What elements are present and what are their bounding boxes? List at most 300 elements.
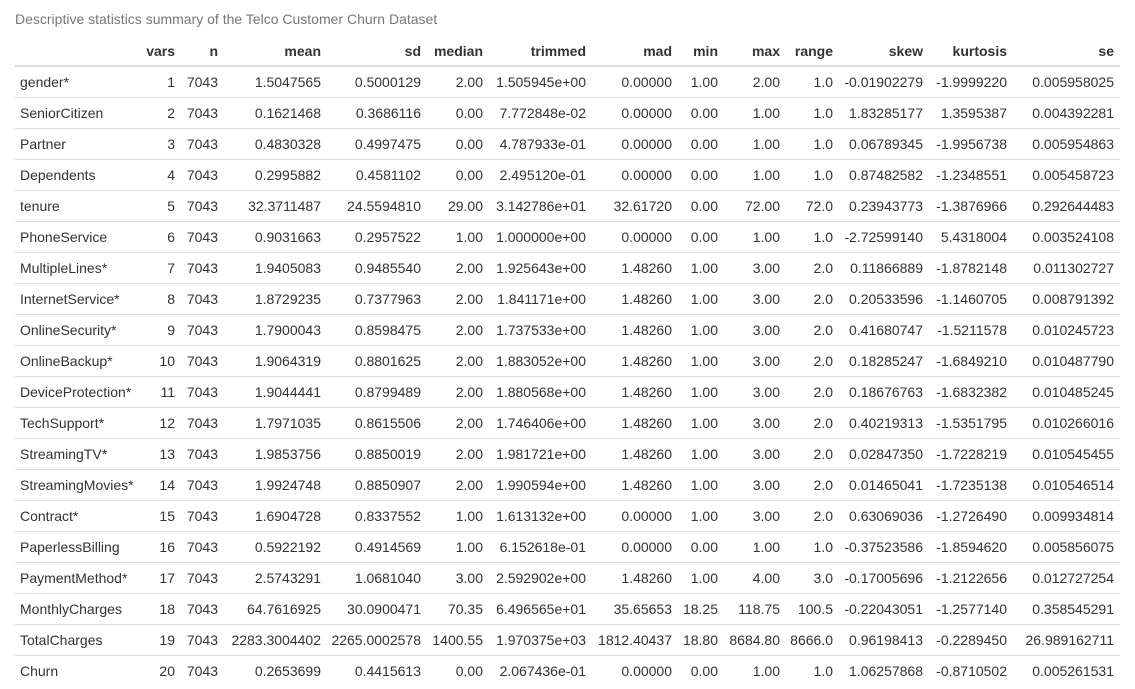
cell-range: 2.0 bbox=[780, 501, 833, 532]
cell-range: 1.0 bbox=[780, 129, 833, 160]
cell-n: 7043 bbox=[175, 408, 218, 439]
cell-se: 0.005458723 bbox=[1007, 160, 1120, 191]
cell-min: 0.00 bbox=[672, 532, 718, 563]
cell-trimmed: 2.495120e-01 bbox=[483, 160, 586, 191]
cell-skew: 0.87482582 bbox=[833, 160, 923, 191]
cell-kurtosis: 5.4318004 bbox=[923, 222, 1007, 253]
cell-max: 1.00 bbox=[718, 532, 780, 563]
cell-se: 0.011302727 bbox=[1007, 253, 1120, 284]
cell-sd: 30.0900471 bbox=[321, 594, 421, 625]
cell-se: 0.012727254 bbox=[1007, 563, 1120, 594]
cell-mad: 0.00000 bbox=[586, 532, 672, 563]
cell-vars: 14 bbox=[133, 470, 175, 501]
cell-kurtosis: -1.5211578 bbox=[923, 315, 1007, 346]
cell-kurtosis: -1.7228219 bbox=[923, 439, 1007, 470]
cell-max: 3.00 bbox=[718, 408, 780, 439]
cell-median: 29.00 bbox=[421, 191, 483, 222]
cell-max: 3.00 bbox=[718, 253, 780, 284]
cell-se: 0.004392281 bbox=[1007, 98, 1120, 129]
row-label: PaymentMethod* bbox=[15, 563, 133, 594]
table-row bbox=[15, 129, 1120, 160]
cell-n: 7043 bbox=[175, 222, 218, 253]
cell-sd: 0.8615506 bbox=[321, 408, 421, 439]
cell-min: 1.00 bbox=[672, 439, 718, 470]
cell-kurtosis: -1.6849210 bbox=[923, 346, 1007, 377]
cell-mean: 1.6904728 bbox=[218, 501, 321, 532]
row-label: TotalCharges bbox=[15, 625, 133, 656]
cell-skew: 0.02847350 bbox=[833, 439, 923, 470]
cell-mean: 1.9044441 bbox=[218, 377, 321, 408]
table-row bbox=[15, 532, 1120, 563]
cell-sd: 0.4415613 bbox=[321, 656, 421, 687]
cell-mean: 1.9924748 bbox=[218, 470, 321, 501]
cell-skew: -0.22043051 bbox=[833, 594, 923, 625]
cell-trimmed: 1.000000e+00 bbox=[483, 222, 586, 253]
cell-mad: 1.48260 bbox=[586, 346, 672, 377]
cell-kurtosis: -1.1460705 bbox=[923, 284, 1007, 315]
cell-max: 4.00 bbox=[718, 563, 780, 594]
cell-min: 1.00 bbox=[672, 284, 718, 315]
cell-median: 2.00 bbox=[421, 284, 483, 315]
cell-trimmed: 1.505945e+00 bbox=[496, 74, 586, 90]
cell-trimmed: 2.067436e-01 bbox=[483, 656, 586, 687]
cell-mad: 1.48260 bbox=[586, 377, 672, 408]
cell-skew: 0.18676763 bbox=[833, 377, 923, 408]
cell-kurtosis: -1.2122656 bbox=[923, 563, 1007, 594]
row-label: gender* bbox=[20, 74, 70, 90]
cell-mean: 0.5922192 bbox=[218, 532, 321, 563]
cell-mean: 2.5743291 bbox=[218, 563, 321, 594]
cell-se: 0.010266016 bbox=[1007, 408, 1120, 439]
cell-range: 100.5 bbox=[780, 594, 833, 625]
cell-skew: 0.01465041 bbox=[833, 470, 923, 501]
cell-trimmed: 6.496565e+01 bbox=[483, 594, 586, 625]
cell-n: 7043 bbox=[175, 191, 218, 222]
cell-mean: 1.7971035 bbox=[218, 408, 321, 439]
cell-n: 7043 bbox=[175, 656, 218, 687]
cell-se: 0.010487790 bbox=[1007, 346, 1120, 377]
cell-median: 0.00 bbox=[421, 98, 483, 129]
cell-sd: 0.8850019 bbox=[321, 439, 421, 470]
cell-max: 3.00 bbox=[718, 315, 780, 346]
cell-n: 7043 bbox=[175, 594, 218, 625]
table-row bbox=[15, 222, 1120, 253]
table-body bbox=[15, 66, 1120, 686]
cell-skew: 1.06257868 bbox=[833, 656, 923, 687]
cell-min: 1.00 bbox=[672, 408, 718, 439]
cell-n: 7043 bbox=[175, 501, 218, 532]
row-label: PaperlessBilling bbox=[15, 532, 133, 563]
cell-median: 2.00 bbox=[421, 408, 483, 439]
cell-min: 1.00 bbox=[672, 315, 718, 346]
cell-max: 2.00 bbox=[752, 74, 780, 90]
cell-vars: 7 bbox=[133, 253, 175, 284]
cell-max: 1.00 bbox=[718, 160, 780, 191]
cell-sd: 0.8850907 bbox=[321, 470, 421, 501]
cell-n: 7043 bbox=[175, 98, 218, 129]
cell-max: 3.00 bbox=[718, 377, 780, 408]
column-header-kurtosis: kurtosis bbox=[923, 36, 1007, 66]
cell-median: 2.00 bbox=[421, 470, 483, 501]
cell-mean: 1.8729235 bbox=[218, 284, 321, 315]
row-label: MultipleLines* bbox=[15, 253, 133, 284]
row-label: SeniorCitizen bbox=[15, 98, 133, 129]
cell-mad: 1.48260 bbox=[586, 284, 672, 315]
cell-vars: 17 bbox=[133, 563, 175, 594]
cell-max: 3.00 bbox=[718, 346, 780, 377]
cell-skew: 0.63069036 bbox=[833, 501, 923, 532]
row-label: TechSupport* bbox=[15, 408, 133, 439]
table-row bbox=[15, 625, 1120, 656]
cell-skew: 0.11866889 bbox=[833, 253, 923, 284]
row-label: InternetService* bbox=[15, 284, 133, 315]
cell-skew: 1.83285177 bbox=[833, 98, 923, 129]
cell-sd: 0.8799489 bbox=[321, 377, 421, 408]
table-row bbox=[15, 191, 1120, 222]
cell-kurtosis: -1.2726490 bbox=[923, 501, 1007, 532]
cell-se: 0.005954863 bbox=[1007, 129, 1120, 160]
cell-skew: 0.23943773 bbox=[833, 191, 923, 222]
column-header-range: range bbox=[780, 36, 833, 66]
column-header-row-name bbox=[15, 36, 133, 66]
cell-vars: 20 bbox=[133, 656, 175, 687]
cell-skew: -0.01902279 bbox=[844, 74, 923, 90]
cell-mad: 1.48260 bbox=[586, 439, 672, 470]
cell-min: 0.00 bbox=[672, 160, 718, 191]
cell-n: 7043 bbox=[175, 377, 218, 408]
cell-trimmed: 4.787933e-01 bbox=[483, 129, 586, 160]
cell-range: 2.0 bbox=[780, 470, 833, 501]
cell-trimmed: 1.746406e+00 bbox=[483, 408, 586, 439]
cell-skew: 0.96198413 bbox=[833, 625, 923, 656]
cell-trimmed: 1.737533e+00 bbox=[483, 315, 586, 346]
cell-n: 7043 bbox=[175, 315, 218, 346]
cell-mad: 1812.40437 bbox=[586, 625, 672, 656]
row-label: OnlineBackup* bbox=[15, 346, 133, 377]
column-header-max: max bbox=[718, 36, 780, 66]
cell-min: 1.00 bbox=[672, 563, 718, 594]
row-label: DeviceProtection* bbox=[15, 377, 133, 408]
cell-range: 2.0 bbox=[780, 408, 833, 439]
cell-kurtosis: 1.3595387 bbox=[923, 98, 1007, 129]
cell-max: 1.00 bbox=[718, 98, 780, 129]
column-header-vars: vars bbox=[133, 36, 175, 66]
table-row bbox=[15, 656, 1120, 687]
row-label: MonthlyCharges bbox=[15, 594, 133, 625]
cell-sd: 2265.0002578 bbox=[321, 625, 421, 656]
cell-sd: 0.4581102 bbox=[321, 160, 421, 191]
cell-sd: 0.7377963 bbox=[321, 284, 421, 315]
cell-kurtosis: -1.9956738 bbox=[923, 129, 1007, 160]
cell-mean: 1.5047565 bbox=[254, 74, 321, 90]
header-row bbox=[15, 36, 1120, 66]
cell-mad: 0.00000 bbox=[621, 74, 672, 90]
cell-se: 0.358545291 bbox=[1007, 594, 1120, 625]
cell-range: 1.0 bbox=[813, 74, 833, 90]
table-row bbox=[15, 315, 1120, 346]
cell-kurtosis: -1.2577140 bbox=[923, 594, 1007, 625]
cell-n: 7043 bbox=[175, 160, 218, 191]
cell-trimmed: 1.981721e+00 bbox=[483, 439, 586, 470]
cell-skew: 0.41680747 bbox=[833, 315, 923, 346]
cell-vars: 8 bbox=[133, 284, 175, 315]
cell-range: 1.0 bbox=[780, 656, 833, 687]
cell-mad: 1.48260 bbox=[586, 408, 672, 439]
cell-min: 1.00 bbox=[672, 501, 718, 532]
cell-n: 7043 bbox=[175, 470, 218, 501]
cell-range: 2.0 bbox=[780, 439, 833, 470]
cell-trimmed: 1.990594e+00 bbox=[483, 470, 586, 501]
cell-se: 0.292644483 bbox=[1007, 191, 1120, 222]
cell-n: 7043 bbox=[175, 439, 218, 470]
cell-median: 2.00 bbox=[455, 74, 483, 90]
cell-min: 0.00 bbox=[672, 656, 718, 687]
cell-mean: 0.1621468 bbox=[218, 98, 321, 129]
cell-min: 1.00 bbox=[672, 377, 718, 408]
cell-mad: 0.00000 bbox=[586, 98, 672, 129]
cell-kurtosis: -1.8782148 bbox=[923, 253, 1007, 284]
row-label: Partner bbox=[15, 129, 133, 160]
column-header-sd: sd bbox=[321, 36, 421, 66]
cell-min: 1.00 bbox=[672, 470, 718, 501]
column-header-mean: mean bbox=[218, 36, 321, 66]
cell-mad: 1.48260 bbox=[586, 315, 672, 346]
row-label: tenure bbox=[15, 191, 133, 222]
cell-se: 0.005261531 bbox=[1007, 656, 1120, 687]
column-header-trimmed: trimmed bbox=[483, 36, 586, 66]
cell-max: 1.00 bbox=[718, 129, 780, 160]
column-header-mad: mad bbox=[586, 36, 672, 66]
cell-mean: 0.2995882 bbox=[218, 160, 321, 191]
cell-median: 0.00 bbox=[421, 160, 483, 191]
cell-trimmed: 6.152618e-01 bbox=[483, 532, 586, 563]
cell-kurtosis: -1.6832382 bbox=[923, 377, 1007, 408]
row-label: Churn bbox=[15, 656, 133, 687]
cell-min: 18.25 bbox=[672, 594, 718, 625]
cell-sd: 0.3686116 bbox=[321, 98, 421, 129]
cell-vars: 12 bbox=[133, 408, 175, 439]
cell-mean: 0.9031663 bbox=[218, 222, 321, 253]
cell-median: 70.35 bbox=[421, 594, 483, 625]
cell-se: 0.009934814 bbox=[1007, 501, 1120, 532]
cell-sd: 0.2957522 bbox=[321, 222, 421, 253]
table-row bbox=[15, 346, 1120, 377]
cell-max: 72.00 bbox=[718, 191, 780, 222]
cell-vars: 9 bbox=[133, 315, 175, 346]
cell-median: 0.00 bbox=[421, 656, 483, 687]
cell-vars: 15 bbox=[133, 501, 175, 532]
cell-vars: 10 bbox=[133, 346, 175, 377]
cell-kurtosis: -1.2348551 bbox=[923, 160, 1007, 191]
cell-min: 0.00 bbox=[672, 222, 718, 253]
table-row bbox=[15, 594, 1120, 625]
cell-median: 2.00 bbox=[421, 377, 483, 408]
cell-trimmed: 1.613132e+00 bbox=[483, 501, 586, 532]
cell-median: 0.00 bbox=[421, 129, 483, 160]
cell-mad: 35.65653 bbox=[586, 594, 672, 625]
cell-se: 0.005856075 bbox=[1007, 532, 1120, 563]
cell-mad: 1.48260 bbox=[586, 253, 672, 284]
table-row bbox=[15, 377, 1120, 408]
table-row bbox=[15, 66, 1120, 98]
cell-n: 7043 bbox=[175, 563, 218, 594]
cell-kurtosis: -1.5351795 bbox=[923, 408, 1007, 439]
cell-mad: 1.48260 bbox=[586, 470, 672, 501]
table-row bbox=[15, 563, 1120, 594]
cell-se: 0.008791392 bbox=[1007, 284, 1120, 315]
cell-range: 1.0 bbox=[780, 532, 833, 563]
cell-se: 0.010485245 bbox=[1007, 377, 1120, 408]
row-label: StreamingTV* bbox=[15, 439, 133, 470]
row-label: PhoneService bbox=[15, 222, 133, 253]
cell-n: 7043 bbox=[186, 74, 218, 90]
cell-se: 0.010546514 bbox=[1007, 470, 1120, 501]
cell-trimmed: 1.970375e+03 bbox=[483, 625, 586, 656]
cell-trimmed: 3.142786e+01 bbox=[483, 191, 586, 222]
cell-trimmed: 1.883052e+00 bbox=[483, 346, 586, 377]
column-header-median: median bbox=[421, 36, 483, 66]
cell-sd: 1.0681040 bbox=[321, 563, 421, 594]
cell-range: 2.0 bbox=[780, 346, 833, 377]
cell-se: 0.005958025 bbox=[1032, 74, 1114, 90]
cell-median: 1400.55 bbox=[421, 625, 483, 656]
cell-se: 26.989162711 bbox=[1007, 625, 1120, 656]
cell-mean: 1.9064319 bbox=[218, 346, 321, 377]
table-row bbox=[15, 160, 1120, 191]
cell-n: 7043 bbox=[175, 625, 218, 656]
cell-skew: 0.06789345 bbox=[833, 129, 923, 160]
cell-vars: 16 bbox=[133, 532, 175, 563]
cell-vars: 3 bbox=[133, 129, 175, 160]
cell-sd: 0.4997475 bbox=[321, 129, 421, 160]
cell-max: 3.00 bbox=[718, 439, 780, 470]
cell-mean: 1.9853756 bbox=[218, 439, 321, 470]
cell-skew: 0.18285247 bbox=[833, 346, 923, 377]
cell-skew: 0.20533596 bbox=[833, 284, 923, 315]
table-row bbox=[15, 253, 1120, 284]
cell-min: 1.00 bbox=[672, 346, 718, 377]
cell-median: 2.00 bbox=[421, 346, 483, 377]
cell-max: 3.00 bbox=[718, 470, 780, 501]
cell-sd: 0.4914569 bbox=[321, 532, 421, 563]
column-header-min: min bbox=[672, 36, 718, 66]
cell-kurtosis: -0.8710502 bbox=[923, 656, 1007, 687]
table-row bbox=[15, 284, 1120, 315]
row-label: StreamingMovies* bbox=[15, 470, 133, 501]
cell-min: 0.00 bbox=[672, 129, 718, 160]
table-row bbox=[15, 98, 1120, 129]
cell-median: 1.00 bbox=[421, 222, 483, 253]
cell-sd: 0.8801625 bbox=[321, 346, 421, 377]
cell-se: 0.010245723 bbox=[1007, 315, 1120, 346]
cell-max: 1.00 bbox=[718, 656, 780, 687]
cell-mad: 0.00000 bbox=[586, 222, 672, 253]
row-label: Dependents bbox=[15, 160, 133, 191]
cell-trimmed: 1.880568e+00 bbox=[483, 377, 586, 408]
cell-mad: 1.48260 bbox=[586, 563, 672, 594]
cell-max: 3.00 bbox=[718, 284, 780, 315]
cell-sd: 0.8598475 bbox=[321, 315, 421, 346]
column-header-skew: skew bbox=[833, 36, 923, 66]
cell-mean: 1.9405083 bbox=[218, 253, 321, 284]
cell-range: 72.0 bbox=[780, 191, 833, 222]
cell-vars: 5 bbox=[133, 191, 175, 222]
cell-vars: 18 bbox=[133, 594, 175, 625]
cell-n: 7043 bbox=[175, 253, 218, 284]
cell-trimmed: 2.592902e+00 bbox=[483, 563, 586, 594]
descriptive-statistics-table bbox=[15, 36, 1120, 686]
cell-range: 3.0 bbox=[780, 563, 833, 594]
cell-vars: 11 bbox=[133, 377, 175, 408]
cell-n: 7043 bbox=[175, 129, 218, 160]
cell-vars: 13 bbox=[133, 439, 175, 470]
cell-max: 8684.80 bbox=[718, 625, 780, 656]
row-label: Contract* bbox=[15, 501, 133, 532]
cell-mad: 0.00000 bbox=[586, 656, 672, 687]
cell-vars: 1 bbox=[167, 74, 175, 90]
cell-vars: 2 bbox=[133, 98, 175, 129]
table-row bbox=[15, 408, 1120, 439]
cell-range: 2.0 bbox=[780, 315, 833, 346]
cell-mean: 64.7616925 bbox=[218, 594, 321, 625]
cell-mean: 32.3711487 bbox=[218, 191, 321, 222]
cell-mad: 0.00000 bbox=[586, 501, 672, 532]
cell-skew: 0.40219313 bbox=[833, 408, 923, 439]
cell-mad: 0.00000 bbox=[586, 160, 672, 191]
cell-trimmed: 7.772848e-02 bbox=[483, 98, 586, 129]
cell-vars: 4 bbox=[133, 160, 175, 191]
cell-n: 7043 bbox=[175, 532, 218, 563]
cell-median: 2.00 bbox=[421, 315, 483, 346]
cell-skew: -2.72599140 bbox=[833, 222, 923, 253]
cell-range: 1.0 bbox=[780, 98, 833, 129]
cell-sd: 0.8337552 bbox=[321, 501, 421, 532]
cell-mad: 32.61720 bbox=[586, 191, 672, 222]
cell-min: 1.00 bbox=[672, 253, 718, 284]
cell-max: 1.00 bbox=[718, 222, 780, 253]
cell-median: 1.00 bbox=[421, 501, 483, 532]
cell-mean: 0.2653699 bbox=[218, 656, 321, 687]
cell-range: 2.0 bbox=[780, 284, 833, 315]
table-row bbox=[15, 439, 1120, 470]
cell-median: 3.00 bbox=[421, 563, 483, 594]
cell-range: 1.0 bbox=[780, 160, 833, 191]
cell-mean: 2283.3004402 bbox=[218, 625, 321, 656]
cell-max: 118.75 bbox=[718, 594, 780, 625]
cell-vars: 19 bbox=[133, 625, 175, 656]
cell-median: 2.00 bbox=[421, 253, 483, 284]
cell-range: 8666.0 bbox=[780, 625, 833, 656]
cell-sd: 0.9485540 bbox=[321, 253, 421, 284]
cell-min: 1.00 bbox=[690, 74, 718, 90]
column-header-se: se bbox=[1007, 36, 1120, 66]
row-label: OnlineSecurity* bbox=[15, 315, 133, 346]
cell-skew: -0.37523586 bbox=[833, 532, 923, 563]
cell-kurtosis: -1.8594620 bbox=[923, 532, 1007, 563]
table-caption: Descriptive statistics summary of the Telco Customer Churn Dataset bbox=[15, 11, 438, 27]
cell-sd: 24.5594810 bbox=[321, 191, 421, 222]
cell-se: 0.010545455 bbox=[1007, 439, 1120, 470]
cell-trimmed: 1.925643e+00 bbox=[483, 253, 586, 284]
cell-n: 7043 bbox=[175, 284, 218, 315]
table-row bbox=[15, 470, 1120, 501]
cell-min: 0.00 bbox=[672, 98, 718, 129]
cell-range: 2.0 bbox=[780, 253, 833, 284]
cell-median: 1.00 bbox=[421, 532, 483, 563]
cell-kurtosis: -1.3876966 bbox=[923, 191, 1007, 222]
cell-vars: 6 bbox=[133, 222, 175, 253]
cell-max: 3.00 bbox=[718, 501, 780, 532]
